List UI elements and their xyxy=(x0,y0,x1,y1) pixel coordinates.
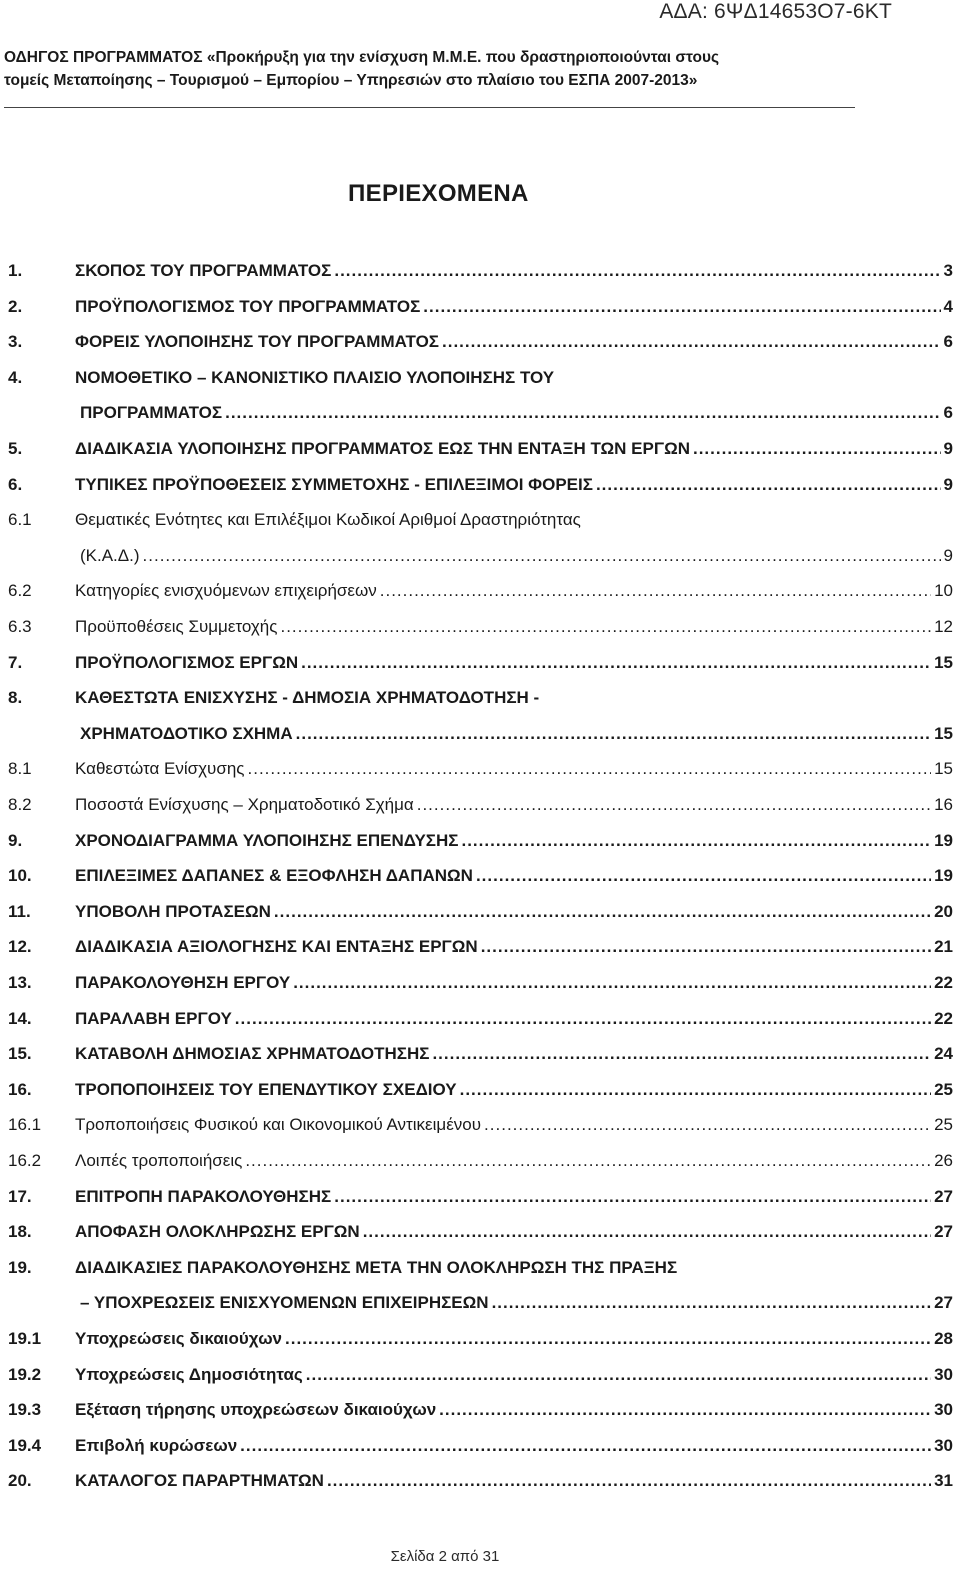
toc-entry-number: 8. xyxy=(8,688,23,708)
toc-entry[interactable] xyxy=(0,1324,953,1354)
toc-entry-page: 9 xyxy=(943,474,953,494)
toc-entry[interactable] xyxy=(0,576,953,606)
toc-entry-number: 16.2 xyxy=(8,1151,42,1170)
toc-leader-dots xyxy=(293,968,931,998)
toc-entry-page: 9 xyxy=(943,545,953,565)
toc-entry-page: 25 xyxy=(934,1079,953,1099)
toc-entry-page: 27 xyxy=(934,1293,953,1313)
toc-entry-title: – ΥΠΟΧΡΕΩΣΕΙΣ ΕΝΙΣΧΥΟΜΕΝΩΝ ΕΠΙΧΕΙΡΗΣΕΩΝ xyxy=(80,1293,489,1313)
toc-entry[interactable] xyxy=(0,1253,953,1283)
toc-entry[interactable] xyxy=(0,897,953,927)
toc-entry-title: Καθεστώτα Ενίσχυσης xyxy=(75,759,245,779)
header-divider xyxy=(4,107,855,108)
toc-entry-title: ΑΠΟΦΑΣΗ ΟΛΟΚΛΗΡΩΣΗΣ ΕΡΓΩΝ xyxy=(75,1222,360,1242)
toc-entry[interactable] xyxy=(0,1431,953,1461)
toc-entry-number: 9. xyxy=(8,830,23,850)
toc-leader-dots xyxy=(285,1324,931,1354)
toc-leader-dots xyxy=(274,897,931,927)
toc-entry-page: 25 xyxy=(934,1115,953,1135)
ada-code: ΑΔΑ: 6ΨΔ14653Ο7-6ΚΤ xyxy=(659,0,892,23)
toc-entry[interactable] xyxy=(0,505,953,535)
toc-entry[interactable] xyxy=(0,1466,953,1496)
toc-leader-dots xyxy=(461,826,931,856)
toc-entry-title: ΝΟΜΟΘΕΤΙΚΟ – ΚΑΝΟΝΙΣΤΙΚΟ ΠΛΑΙΣΙΟ ΥΛΟΠΟΙΗΣΗΣ ΤΟΥ xyxy=(75,367,555,387)
toc-leader-dots xyxy=(306,1360,931,1390)
toc-entry-number: 6. xyxy=(8,474,23,494)
toc-entry[interactable] xyxy=(0,968,953,998)
toc-entry-number: 5. xyxy=(8,439,23,458)
toc-entry-number: 2. xyxy=(8,296,23,316)
toc-leader-dots xyxy=(492,1288,932,1318)
toc-entry-number: 19.3 xyxy=(8,1400,42,1420)
toc-leader-dots xyxy=(442,327,941,357)
toc-entry-number: 8.1 xyxy=(8,759,32,779)
toc-entry-page: 9 xyxy=(943,439,953,458)
toc-entry-page: 10 xyxy=(934,581,953,601)
toc-entry-title: ΠΡΟΫΠΟΛΟΓΙΣΜΟΣ ΤΟΥ ΠΡΟΓΡΑΜΜΑΤΟΣ xyxy=(75,296,421,316)
toc-entry-page: 15 xyxy=(934,723,953,743)
toc-entry[interactable] xyxy=(0,1075,953,1105)
toc-entry-title: Κατηγορίες ενισχυόμενων επιχειρήσεων xyxy=(75,581,377,601)
toc-entry[interactable] xyxy=(0,861,953,891)
toc-entry-title: ΠΡΟΓΡΑΜΜΑΤΟΣ xyxy=(80,403,223,423)
toc-title: ΠΕΡΙΕΧΟΜΕΝΑ xyxy=(348,180,529,207)
toc-entry-page: 27 xyxy=(934,1186,953,1206)
toc-entry-number: 18. xyxy=(8,1222,32,1242)
toc-entry-title: Λοιπές τροποποιήσεις xyxy=(75,1151,243,1170)
toc-entry[interactable] xyxy=(0,398,953,428)
toc-leader-dots xyxy=(693,434,941,464)
header-line-1: ΟΔΗΓΟΣ ΠΡΟΓΡΑΜΜΑΤΟΣ «Προκήρυξη για την ενίσχυση Μ.Μ.Ε. που δραστηριοποιούνται στους xyxy=(4,49,720,66)
toc-entry-title: ΣΚΟΠΟΣ ΤΟΥ ΠΡΟΓΡΑΜΜΑΤΟΣ xyxy=(75,261,332,280)
toc-entry-title: Προϋποθέσεις Συμμετοχής xyxy=(75,617,278,636)
toc-entry-number: 13. xyxy=(8,973,32,992)
toc-entry-title: ΚΑΤΑΛΟΓΟΣ ΠΑΡΑΡΤΗΜΑΤΩΝ xyxy=(75,1471,324,1491)
toc-entry-page: 30 xyxy=(934,1364,953,1384)
toc-entry-number: 10. xyxy=(8,866,32,886)
toc-entry-title: Υποχρεώσεις δικαιούχων xyxy=(75,1329,283,1348)
toc-leader-dots xyxy=(417,790,931,820)
toc-entry-title: Θεματικές Ενότητες και Επιλέξιμοι Κωδικοί Αριθμοί Δραστηριότητας xyxy=(75,510,581,530)
toc-entry-title: ΧΡΟΝΟΔΙΑΓΡΑΜΜΑ ΥΛΟΠΟΙΗΣΗΣ ΕΠΕΝΔΥΣΗΣ xyxy=(75,830,459,850)
toc-entry[interactable] xyxy=(0,1395,953,1425)
toc-entry[interactable] xyxy=(0,648,953,678)
toc-entry-number: 12. xyxy=(8,937,32,957)
toc-entry-number: 7. xyxy=(8,652,23,672)
toc-entry-title: ΦΟΡΕΙΣ ΥΛΟΠΟΙΗΣΗΣ ΤΟΥ ΠΡΟΓΡΑΜΜΑΤΟΣ xyxy=(75,332,439,352)
toc-entry-title: ΤΥΠΙΚΕΣ ΠΡΟΫΠΟΘΕΣΕΙΣ ΣΥΜΜΕΤΟΧΗΣ - ΕΠΙΛΕΞΙΜΟΙ ΦΟΡΕΙΣ xyxy=(75,474,593,494)
toc-entry-title: ΕΠΙΛΕΞΙΜΕΣ ΔΑΠΑΝΕΣ & ΕΞΟΦΛΗΣΗ ΔΑΠΑΝΩΝ xyxy=(75,866,473,886)
toc-entry-page: 22 xyxy=(934,973,953,992)
toc-entry-page: 20 xyxy=(934,901,953,921)
toc-entry-title: ΕΠΙΤΡΟΠΗ ΠΑΡΑΚΟΛΟΥΘΗΣΗΣ xyxy=(75,1186,332,1206)
toc-entry-number: 14. xyxy=(8,1008,32,1028)
toc-entry-title: ΧΡΗΜΑΤΟΔΟΤΙΚΟ ΣΧΗΜΑ xyxy=(80,723,293,743)
toc-entry[interactable] xyxy=(0,683,953,713)
toc-entry-number: 4. xyxy=(8,367,23,387)
toc-entry[interactable] xyxy=(0,292,953,322)
toc-entry-number: 6.1 xyxy=(8,510,32,530)
toc-entry-page: 26 xyxy=(934,1151,953,1170)
toc-leader-dots xyxy=(439,1395,931,1425)
toc-leader-dots xyxy=(334,1182,931,1212)
toc-entry-title: Εξέταση τήρησης υποχρεώσεων δικαιούχων xyxy=(75,1400,437,1420)
toc-leader-dots xyxy=(296,719,931,749)
toc-entry-page: 24 xyxy=(934,1044,953,1064)
toc-entry[interactable] xyxy=(0,363,953,393)
toc-leader-dots xyxy=(432,1039,931,1069)
toc-leader-dots xyxy=(334,256,940,286)
toc-entry-page: 27 xyxy=(934,1222,953,1242)
toc-entry[interactable] xyxy=(0,256,953,286)
toc-entry-page: 19 xyxy=(934,866,953,886)
toc-entry-number: 11. xyxy=(8,901,31,921)
toc-entry[interactable] xyxy=(0,1288,953,1318)
toc-leader-dots xyxy=(596,470,941,500)
toc-entry-page: 3 xyxy=(943,261,953,280)
toc-entry[interactable] xyxy=(0,932,953,962)
toc-leader-dots xyxy=(484,1110,931,1140)
toc-leader-dots xyxy=(327,1466,931,1496)
toc-entry-page: 28 xyxy=(934,1329,953,1348)
toc-leader-dots xyxy=(248,754,932,784)
toc-entry-number: 6.2 xyxy=(8,581,32,601)
toc-entry-title: ΥΠΟΒΟΛΗ ΠΡΟΤΑΣΕΩΝ xyxy=(75,901,271,921)
toc-entry-number: 16.1 xyxy=(8,1115,42,1135)
toc-entry-title: ΔΙΑΔΙΚΑΣΙΑ ΥΛΟΠΟΙΗΣΗΣ ΠΡΟΓΡΑΜΜΑΤΟΣ ΕΩΣ ΤΗΝ ΕΝΤΑΞΗ ΤΩΝ ΕΡΓΩΝ xyxy=(75,439,690,458)
toc-entry-title: ΚΑΤΑΒΟΛΗ ΔΗΜΟΣΙΑΣ ΧΡΗΜΑΤΟΔΟΤΗΣΗΣ xyxy=(75,1044,430,1064)
toc-entry-number: 19.4 xyxy=(8,1435,42,1455)
toc-entry-number: 3. xyxy=(8,332,23,352)
toc-entry[interactable] xyxy=(0,470,953,500)
toc-entry-number: 20. xyxy=(8,1471,32,1491)
toc-leader-dots xyxy=(235,1004,931,1034)
toc-entry-number: 16. xyxy=(8,1079,32,1099)
toc-entry-title: ΠΑΡΑΚΟΛΟΥΘΗΣΗ ΕΡΓΟΥ xyxy=(75,973,291,992)
toc-leader-dots xyxy=(380,576,931,606)
toc-entry-page: 6 xyxy=(943,403,953,423)
toc-entry[interactable] xyxy=(0,1039,953,1069)
toc-entry[interactable] xyxy=(0,327,953,357)
toc-entry-page: 22 xyxy=(934,1008,953,1028)
toc-entry-page: 6 xyxy=(943,332,953,352)
toc-entry-number: 19.2 xyxy=(8,1364,42,1384)
toc-entry-number: 19. xyxy=(8,1257,32,1277)
toc-entry-number: 1. xyxy=(8,261,23,280)
toc-leader-dots xyxy=(363,1217,931,1247)
page-footer: Σελίδα 2 από 31 xyxy=(390,1548,500,1565)
toc-leader-dots xyxy=(225,398,940,428)
toc-leader-dots xyxy=(481,932,931,962)
toc-entry-page: 30 xyxy=(934,1400,953,1420)
toc-entry-number: 17. xyxy=(8,1186,32,1206)
toc-entry[interactable] xyxy=(0,1004,953,1034)
toc-entry-number: 6.3 xyxy=(8,617,32,636)
toc-entry-title: ΚΑΘΕΣΤΩΤΑ ΕΝΙΣΧΥΣΗΣ - ΔΗΜΟΣΙΑ ΧΡΗΜΑΤΟΔΟΤΗΣΗ - xyxy=(75,688,540,708)
toc-entry-page: 16 xyxy=(934,795,953,814)
toc-leader-dots xyxy=(280,612,931,642)
toc-leader-dots xyxy=(476,861,931,891)
toc-leader-dots xyxy=(460,1075,931,1105)
toc-entry-page: 19 xyxy=(934,830,953,850)
toc-entry[interactable] xyxy=(0,434,953,464)
toc-entry-title: ΔΙΑΔΙΚΑΣΙΕΣ ΠΑΡΑΚΟΛΟΥΘΗΣΗΣ ΜΕΤΑ ΤΗΝ ΟΛΟΚΛΗΡΩΣΗ ΤΗΣ ΠΡΑΞΗΣ xyxy=(75,1257,678,1277)
toc-leader-dots xyxy=(240,1431,931,1461)
toc-entry-page: 21 xyxy=(934,937,953,957)
toc-entry[interactable] xyxy=(0,1182,953,1212)
document-header xyxy=(4,46,904,92)
toc-entry[interactable] xyxy=(0,1146,953,1176)
toc-entry-page: 31 xyxy=(934,1471,953,1491)
toc-leader-dots xyxy=(301,648,931,678)
toc-leader-dots xyxy=(143,541,941,571)
toc-leader-dots xyxy=(423,292,940,322)
toc-leader-dots xyxy=(245,1146,931,1176)
toc-entry-title: ΠΡΟΫΠΟΛΟΓΙΣΜΟΣ ΕΡΓΩΝ xyxy=(75,652,299,672)
toc-entry-number: 15. xyxy=(8,1044,32,1064)
toc-entry-title: ΔΙΑΔΙΚΑΣΙΑ ΑΞΙΟΛΟΓΗΣΗΣ ΚΑΙ ΕΝΤΑΞΗΣ ΕΡΓΩΝ xyxy=(75,937,478,957)
toc-entry-page: 15 xyxy=(934,652,953,672)
toc-entry[interactable] xyxy=(0,790,953,820)
toc-entry-page: 30 xyxy=(934,1435,953,1455)
toc-entry-title: Ποσοστά Ενίσχυσης – Χρηματοδοτικό Σχήμα xyxy=(75,795,414,814)
toc-entry[interactable] xyxy=(0,612,953,642)
header-line-2: τομείς Μεταποίησης – Τουρισμού – Εμπορίου – Υπηρεσιών στο πλαίσιο του ΕΣΠΑ 2007-2013» xyxy=(4,72,698,89)
toc-entry[interactable] xyxy=(0,541,953,571)
toc-entry[interactable] xyxy=(0,1217,953,1247)
toc-entry-page: 12 xyxy=(934,617,953,636)
toc-entry[interactable] xyxy=(0,754,953,784)
toc-entry-title: ΤΡΟΠΟΠΟΙΗΣΕΙΣ ΤΟΥ ΕΠΕΝΔΥΤΙΚΟΥ ΣΧΕΔΙΟΥ xyxy=(75,1079,457,1099)
toc-entry-title: (Κ.Α.Δ.) xyxy=(80,545,140,565)
toc-entry[interactable] xyxy=(0,1360,953,1390)
toc-entry-title: ΠΑΡΑΛΑΒΗ ΕΡΓΟΥ xyxy=(75,1008,232,1028)
toc-entry-number: 19.1 xyxy=(8,1329,42,1348)
toc-entry-number: 8.2 xyxy=(8,795,32,814)
toc-entry-title: Τροποποιήσεις Φυσικού και Οικονομικού Αντικειμένου xyxy=(75,1115,482,1135)
toc-entry[interactable] xyxy=(0,719,953,749)
toc-entry-page: 15 xyxy=(934,759,953,779)
toc-entry-title: Υποχρεώσεις Δημοσιότητας xyxy=(75,1364,303,1384)
toc-entry-title: Επιβολή κυρώσεων xyxy=(75,1435,238,1455)
toc-entry-page: 4 xyxy=(943,296,953,316)
toc-entry[interactable] xyxy=(0,1110,953,1140)
toc-entry[interactable] xyxy=(0,826,953,856)
